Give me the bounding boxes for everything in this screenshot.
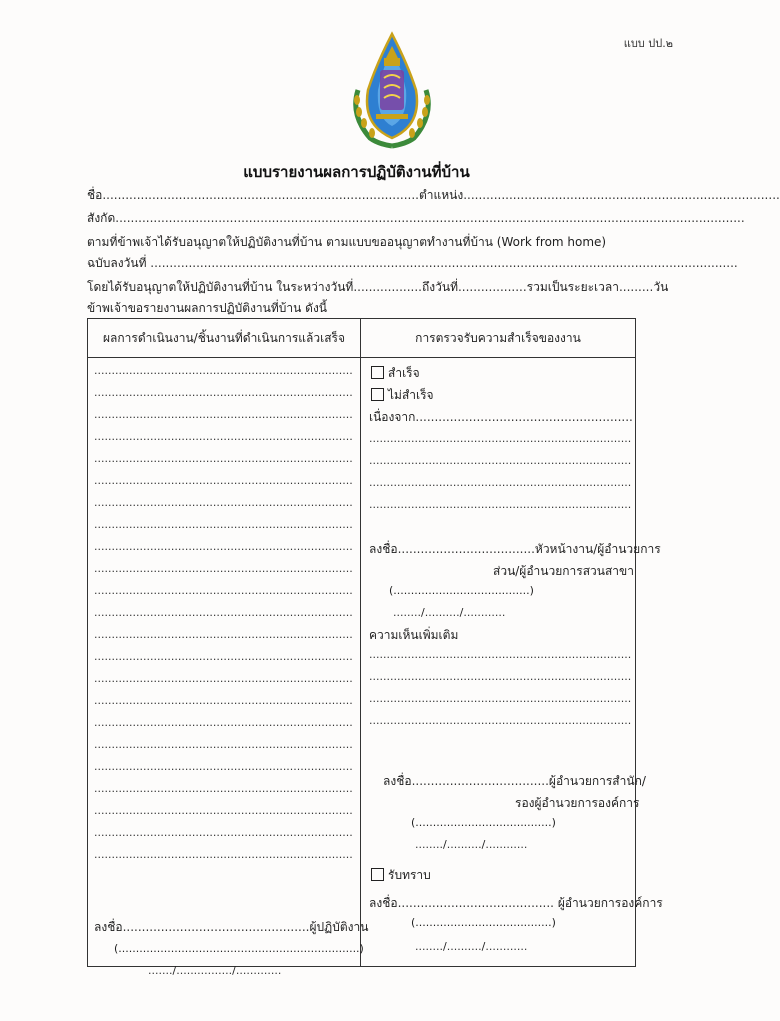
- comment-dotted-line: ...........................................................................: [369, 648, 632, 661]
- permission-text: ตามที่ข้าพเจ้าได้รับอนุญาตให้ปฏิบัติงานที่บ้าน ตามแบบขออนุญาตทำงานที่บ้าน (Work from home): [87, 235, 607, 249]
- form-code: แบบ ปป.๒: [623, 37, 673, 50]
- worker-date-line: ......./................/.............: [148, 964, 282, 977]
- name-position-line: ชื่อ...................................................................................ตำแหน่ง...................................................................................: [87, 188, 780, 202]
- result-dotted-line: ..........................................................................: [94, 716, 353, 729]
- supervisor-sign-line: ลงชื่อ....................................หัวหน้างาน/ผู้อำนวยการ: [369, 542, 661, 556]
- date-sep: /: [481, 940, 486, 953]
- verification-cell: [361, 358, 663, 967]
- work-results-cell: [88, 358, 369, 977]
- period-line: โดยได้รับอนุญาตให้ปฏิบัติงานที่บ้าน ในระหว่างวันที่..................ถึงวันที่..................รวมเป็นระยะเวลา.........วัน: [87, 280, 669, 294]
- date-sep: /: [420, 606, 425, 619]
- left-column-header: ผลการดำเนินงาน/ชิ้นงานที่ดำเนินการแล้วเสร็จ: [88, 319, 361, 358]
- right-column-header: การตรวจรับความสำเร็จของงาน: [361, 319, 636, 358]
- result-dotted-line: ..........................................................................: [94, 672, 353, 685]
- supervisor-role-a: หัวหน้างาน/ผู้อำนวยการ: [534, 542, 661, 556]
- executive-sign-line: ลงชื่อ......................................... ผู้อำนวยการองค์การ: [369, 896, 663, 910]
- reason-label: เนื่องจาก: [369, 410, 416, 424]
- fail-option[interactable]: [371, 386, 434, 405]
- result-dotted-line: ..........................................................................: [94, 738, 353, 751]
- date-sep: /: [442, 940, 447, 953]
- reason-dotted-line: ...........................................................................: [369, 454, 632, 467]
- affiliation-label: สังกัด: [87, 211, 116, 225]
- result-dotted-line: ..........................................................................: [94, 496, 353, 509]
- period-to: ถึงวันที่: [422, 280, 458, 294]
- report-intro: ข้าพเจ้าขอรายงานผลการปฏิบัติงานที่บ้าน ดังนี้: [87, 301, 328, 315]
- director-sign-label: ลงชื่อ: [383, 774, 412, 788]
- success-label: สำเร็จ: [388, 366, 420, 380]
- director-name-parens: (.......................................): [411, 816, 556, 829]
- verification-area: [361, 358, 663, 966]
- supervisor-name-parens: (.......................................): [389, 584, 534, 597]
- result-dotted-line: ..........................................................................: [94, 650, 353, 663]
- worker-sign-line: ลงชื่อ.................................................ผู้ปฏิบัติงาน: [94, 920, 369, 934]
- date-sep: /: [172, 964, 177, 977]
- fail-checkbox[interactable]: [371, 388, 384, 401]
- name-label: ชื่อ: [87, 188, 103, 202]
- ack-option[interactable]: [371, 866, 431, 885]
- result-dotted-line: ..........................................................................: [94, 826, 353, 839]
- result-dotted-line: ..........................................................................: [94, 452, 353, 465]
- executive-name-parens: (.......................................): [411, 916, 556, 929]
- fail-label: ไม่สำเร็จ: [388, 388, 434, 402]
- result-dotted-line: ..........................................................................: [94, 562, 353, 575]
- result-dotted-line: ..........................................................................: [94, 760, 353, 773]
- form-title: แบบรายงานผลการปฏิบัติงานที่บ้าน: [243, 163, 470, 181]
- dated-label: ฉบับลงวันที่: [87, 256, 147, 270]
- executive-sign-label: ลงชื่อ: [369, 896, 398, 910]
- result-dotted-line: ..........................................................................: [94, 386, 353, 399]
- reason-dotted-line: ...........................................................................: [369, 432, 632, 445]
- executive-role: ผู้อำนวยการองค์การ: [557, 896, 663, 910]
- result-dotted-line: ..........................................................................: [94, 848, 353, 861]
- affiliation-line: สังกัด.....................................................................................................................................................................: [87, 211, 745, 225]
- position-label: ตำแหน่ง: [418, 188, 464, 202]
- ack-checkbox[interactable]: [371, 868, 384, 881]
- result-dotted-line: ..........................................................................: [94, 430, 353, 443]
- worker-name-parens: (.....................................................................): [114, 942, 364, 955]
- result-dotted-line: ..........................................................................: [94, 584, 353, 597]
- work-results-area: [88, 358, 369, 977]
- reason-dotted-line: ...........................................................................: [369, 476, 632, 489]
- organization-logo: [348, 30, 436, 150]
- reason-dotted-line: ...........................................................................: [369, 498, 632, 511]
- result-dotted-line: ..........................................................................: [94, 804, 353, 817]
- result-dotted-line: ..........................................................................: [94, 474, 353, 487]
- result-dotted-line: ..........................................................................: [94, 540, 353, 553]
- date-sep: /: [481, 838, 486, 851]
- period-unit: วัน: [653, 280, 669, 294]
- executive-date-line: ......../........../............: [415, 940, 528, 953]
- comment-dotted-line: ...........................................................................: [369, 714, 632, 727]
- result-dotted-line: ..........................................................................: [94, 694, 353, 707]
- ack-label: รับทราบ: [388, 868, 431, 882]
- result-dotted-line: ..........................................................................: [94, 518, 353, 531]
- comment-label: ความเห็นเพิ่มเติม: [369, 628, 459, 642]
- result-dotted-line: ..........................................................................: [94, 364, 353, 377]
- supervisor-date-line: ......../........../............: [393, 606, 506, 619]
- comment-dotted-line: ...........................................................................: [369, 692, 632, 705]
- supervisor-sign-label: ลงชื่อ: [369, 542, 398, 556]
- director-date-line: ......../........../............: [415, 838, 528, 851]
- director-sign-line: ลงชื่อ....................................ผู้อำนวยการสำนัก/: [383, 774, 646, 788]
- supervisor-role-b: ส่วน/ผู้อำนวยการสวนสาขา: [493, 564, 634, 578]
- worker-sign-label: ลงชื่อ: [94, 920, 123, 934]
- success-option[interactable]: [371, 364, 420, 383]
- date-sep: /: [459, 606, 464, 619]
- date-sep: /: [442, 838, 447, 851]
- result-dotted-line: ..........................................................................: [94, 628, 353, 641]
- dated-line: ฉบับลงวันที่ ..........................................................................................................................................................: [87, 256, 738, 270]
- result-dotted-line: ..........................................................................: [94, 408, 353, 421]
- period-prefix: โดยได้รับอนุญาตให้ปฏิบัติงานที่บ้าน ในระหว่างวันที่: [87, 280, 354, 294]
- report-table: [87, 318, 663, 977]
- date-sep: /: [232, 964, 236, 977]
- reason-line: เนื่องจาก.........................................................: [369, 410, 633, 424]
- comment-dotted-line: ...........................................................................: [369, 670, 632, 683]
- director-role-a: ผู้อำนวยการสำนัก/: [548, 774, 646, 788]
- director-role-b: รองผู้อำนวยการองค์การ: [515, 796, 640, 810]
- worker-sign-role: ผู้ปฏิบัติงาน: [309, 920, 369, 934]
- success-checkbox[interactable]: [371, 366, 384, 379]
- result-dotted-line: ..........................................................................: [94, 606, 353, 619]
- period-total: รวมเป็นระยะเวลา: [526, 280, 619, 294]
- result-dotted-line: ..........................................................................: [94, 782, 353, 795]
